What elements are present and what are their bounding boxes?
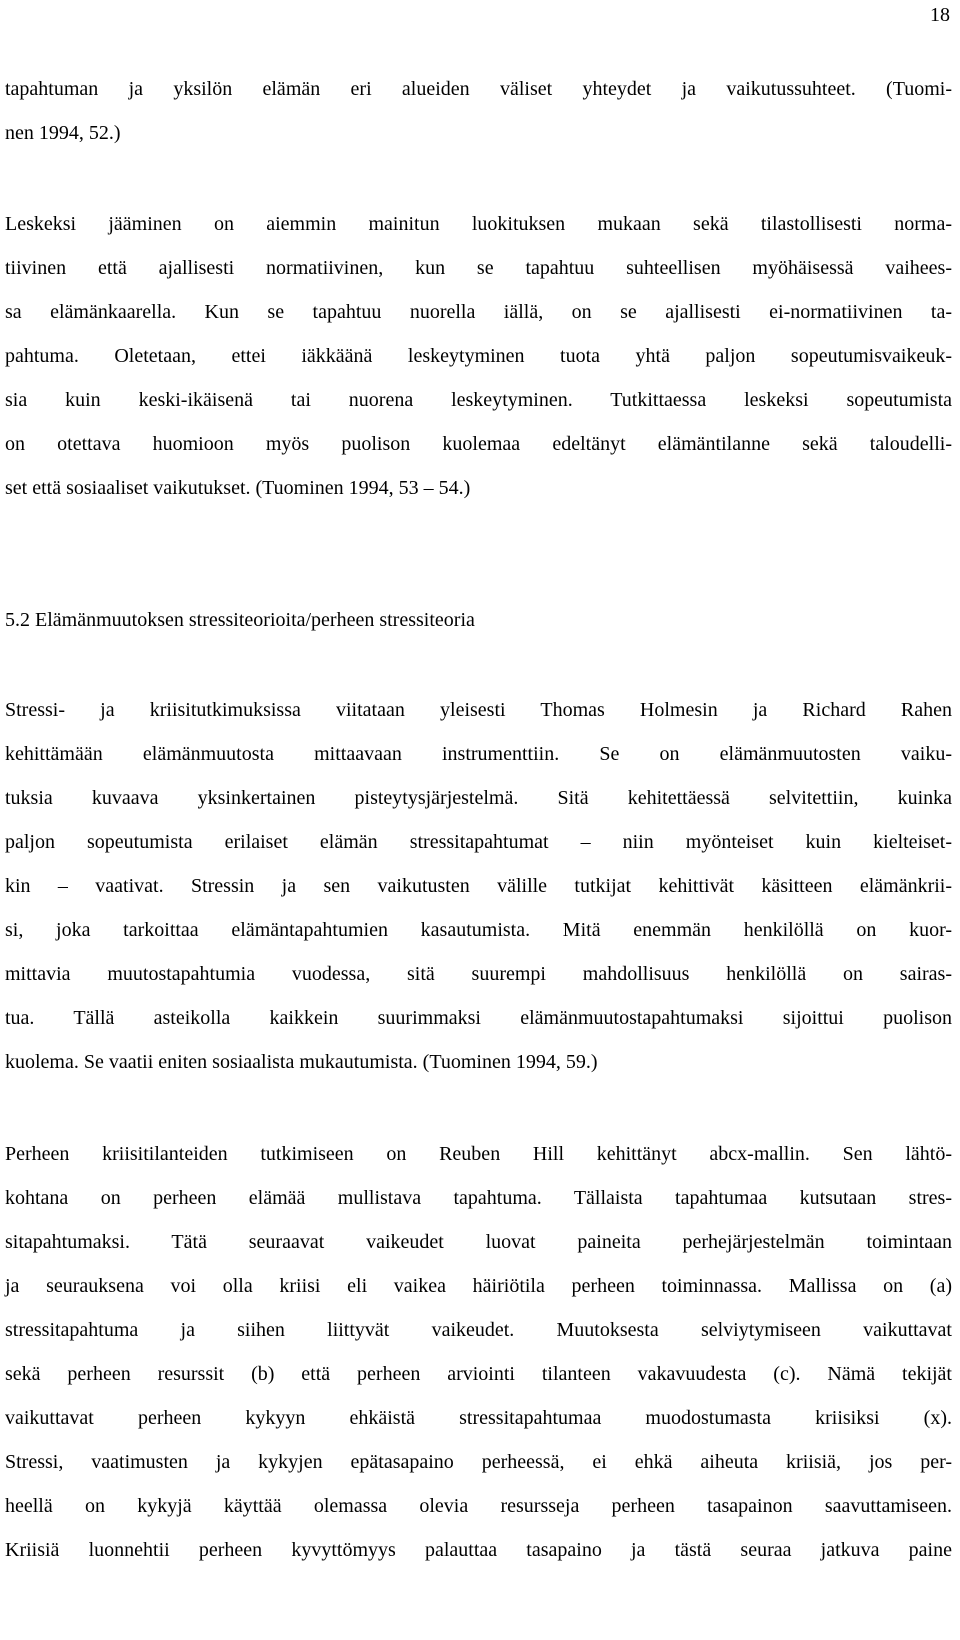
paragraph-line: nen 1994, 52.) (5, 122, 121, 144)
paragraph-line: set että sosiaaliset vaikutukset. (Tuominen 1994, 53 – 54.) (5, 477, 471, 499)
paragraph-line: heellä on kykyjä käyttää olemassa olevia resursseja perheen tasapainon saavuttamiseen. (5, 1495, 952, 1517)
page-number: 18 (930, 4, 950, 26)
paragraph-line: tapahtuman ja yksilön elämän eri alueiden väliset yhteydet ja vaikutussuhteet. (Tuomi- (5, 78, 952, 100)
paragraph-line: sekä perheen resurssit (b) että perheen arviointi tilanteen vakavuudesta (c). Nämä tekijät (5, 1363, 952, 1385)
paragraph-line: kehittämään elämänmuutosta mittaavaan instrumenttiin. Se on elämänmuutosten vaiku- (5, 743, 952, 765)
paragraph-line: kohtana on perheen elämää mullistava tapahtuma. Tällaista tapahtumaa kutsutaan stres- (5, 1187, 952, 1209)
paragraph-line: si, joka tarkoittaa elämäntapahtumien kasautumista. Mitä enemmän henkilöllä on kuor- (5, 919, 952, 941)
paragraph-line: Perheen kriisitilanteiden tutkimiseen on Reuben Hill kehittänyt abcx-mallin. Sen lähtö- (5, 1143, 952, 1165)
paragraph-line: Leskeksi jääminen on aiemmin mainitun luokituksen mukaan sekä tilastollisesti norma- (5, 213, 952, 235)
paragraph-line: Stressi- ja kriisitutkimuksissa viitataan yleisesti Thomas Holmesin ja Richard Rahen (5, 699, 952, 721)
paragraph-line: ja seurauksena voi olla kriisi eli vaikea häiriötila perheen toiminnassa. Mallissa on (a) (5, 1275, 952, 1297)
paragraph-line: sa elämänkaarella. Kun se tapahtuu nuorella iällä, on se ajallisesti ei-normatiivinen ta- (5, 301, 952, 323)
paragraph-line: Stressi, vaatimusten ja kykyjen epätasapaino perheessä, ei ehkä aiheuta kriisiä, jos per- (5, 1451, 952, 1473)
paragraph-line: mittavia muutostapahtumia vuodessa, sitä suurempi mahdollisuus henkilöllä on sairas- (5, 963, 952, 985)
paragraph-line: Kriisiä luonnehtii perheen kyvyttömyys palauttaa tasapaino ja tästä seuraa jatkuva paine (5, 1539, 952, 1561)
paragraph-line: kuolema. Se vaatii eniten sosiaalista mukautumista. (Tuominen 1994, 59.) (5, 1051, 598, 1073)
paragraph-line: tuksia kuvaava yksinkertainen pisteytysjärjestelmä. Sitä kehitettäessä selvitettiin, kuinka (5, 787, 952, 809)
paragraph-line: stressitapahtuma ja siihen liittyvät vaikeudet. Muutoksesta selviytymiseen vaikuttavat (5, 1319, 952, 1341)
paragraph-line: tua. Tällä asteikolla kaikkein suurimmaksi elämänmuutostapahtumaksi sijoittui puolison (5, 1007, 952, 1029)
paragraph-line: tiivinen että ajallisesti normatiivinen, kun se tapahtuu suhteellisen myöhäisessä vaihees- (5, 257, 952, 279)
paragraph-line: on otettava huomioon myös puolison kuolemaa edeltänyt elämäntilanne sekä taloudelli- (5, 433, 952, 455)
paragraph-line: vaikuttavat perheen kykyyn ehkäistä stressitapahtumaa muodostumasta kriisiksi (x). (5, 1407, 952, 1429)
paragraph-line: sitapahtumaksi. Tätä seuraavat vaikeudet luovat paineita perhejärjestelmän toimintaan (5, 1231, 952, 1253)
paragraph-line: pahtuma. Oletetaan, ettei iäkkäänä leskeytyminen tuota yhtä paljon sopeutumisvaikeuk- (5, 345, 952, 367)
paragraph-line: kin – vaativat. Stressin ja sen vaikutusten välille tutkijat kehittivät käsitteen elämänkrii- (5, 875, 952, 897)
section-heading: 5.2 Elämänmuutoksen stressiteorioita/perheen stressiteoria (5, 609, 475, 631)
paragraph-line: sia kuin keski-ikäisenä tai nuorena leskeytyminen. Tutkittaessa leskeksi sopeutumista (5, 389, 952, 411)
paragraph-line: paljon sopeutumista erilaiset elämän stressitapahtumat – niin myönteiset kuin kielteiset- (5, 831, 952, 853)
